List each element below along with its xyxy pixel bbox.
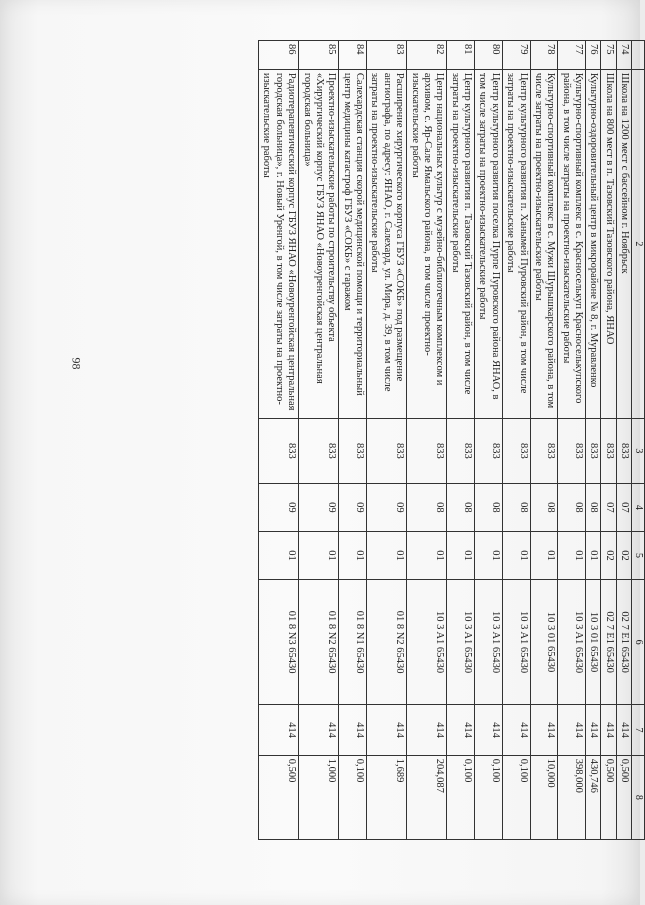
object-name-cell: Центр национальных культур с музейно-библиотечным комплексом и архивом, с. Яр-Сале Ямальского района, в том числе проектно-изыскательские работы [407, 69, 447, 418]
value-cell: 02 7 E1 65430 [601, 580, 616, 705]
value-cell: 414 [407, 705, 447, 756]
page-number: 98 [69, 357, 84, 370]
row-number-cell: 74 [616, 41, 631, 70]
table-row [502, 41, 530, 840]
table-row [367, 41, 407, 840]
value-cell: 01 [259, 531, 299, 579]
value-cell: 833 [530, 418, 558, 483]
value-cell: 01 [447, 531, 475, 579]
object-name-cell: Центр культурного развития п. Тазовский Тазовский район, в том числе затраты на проектно-изыскательские работы [447, 69, 475, 418]
value-cell: 833 [447, 418, 475, 483]
value-cell: 1,000 [299, 755, 339, 839]
row-number-cell: 83 [367, 41, 407, 70]
value-cell: 414 [299, 705, 339, 756]
table-row [616, 41, 631, 840]
value-cell: 833 [586, 418, 601, 483]
row-number-cell: 75 [601, 41, 616, 70]
value-cell: 01 8 N1 65430 [339, 580, 367, 705]
header-cell [632, 41, 645, 70]
table-row [601, 41, 616, 840]
table-row [447, 41, 475, 840]
value-cell: 08 [502, 483, 530, 531]
row-number-cell: 79 [502, 41, 530, 70]
object-name-cell: Культурно-спортивный комплекс в с. Красноселькуп Красноселькупского района, в том числе затраты на проектно-изыскательские работы [558, 69, 586, 418]
row-number-cell: 82 [407, 41, 447, 70]
table-row [299, 41, 339, 840]
value-cell: 01 [299, 531, 339, 579]
value-cell: 02 [601, 531, 616, 579]
value-cell: 08 [407, 483, 447, 531]
value-cell: 0,100 [502, 755, 530, 839]
value-cell: 09 [259, 483, 299, 531]
value-cell: 10 3 A1 65430 [558, 580, 586, 705]
value-cell: 10 3 01 65430 [530, 580, 558, 705]
object-name-cell: Радиотерапевтический корпус ГБУЗ ЯНАО «Новоуренгойская центральная городская больница», г. Новый Уренгой, в том числе затраты на проектно-изыскательские работы [259, 69, 299, 418]
object-name-cell: Центр культурного развития поселка Пурпе Пуровского района ЯНАО, в том числе затраты на проектно-изыскательские работы [475, 69, 503, 418]
value-cell: 08 [475, 483, 503, 531]
value-cell: 833 [299, 418, 339, 483]
value-cell: 08 [558, 483, 586, 531]
value-cell: 01 [558, 531, 586, 579]
row-number-cell: 80 [475, 41, 503, 70]
header-cell: 4 [632, 483, 645, 531]
table-row [475, 41, 503, 840]
value-cell: 398,000 [558, 755, 586, 839]
value-cell: 414 [558, 705, 586, 756]
table-row [530, 41, 558, 840]
object-name-cell: Культурно-спортивный комплекс в с. Мужи Шурышкарского района, в том числе затраты на проектно-изыскательские работы [530, 69, 558, 418]
row-number-cell: 85 [299, 41, 339, 70]
value-cell: 08 [586, 483, 601, 531]
value-cell: 0,500 [616, 755, 631, 839]
value-cell: 10 3 A1 65430 [502, 580, 530, 705]
object-name-cell: Центр культурного развития п. Ханымей Пуровский район, в том числе затраты на проектно-изыскательские работы [502, 69, 530, 418]
object-name-cell: Культурно-оздоровительный центр в микрорайоне № 8, г. Муравленко [586, 69, 601, 418]
table-body [259, 41, 632, 840]
value-cell: 414 [447, 705, 475, 756]
header-cell: 7 [632, 705, 645, 756]
value-cell: 833 [475, 418, 503, 483]
object-name-cell: Школа на 800 мест в п. Тазовский Тазовского района, ЯНАО [601, 69, 616, 418]
value-cell: 01 [530, 531, 558, 579]
value-cell: 833 [601, 418, 616, 483]
value-cell: 833 [558, 418, 586, 483]
value-cell: 204,087 [407, 755, 447, 839]
value-cell: 0,500 [601, 755, 616, 839]
table-header-row [632, 41, 645, 840]
table-row [407, 41, 447, 840]
value-cell: 07 [616, 483, 631, 531]
value-cell: 1,689 [367, 755, 407, 839]
value-cell: 0,100 [447, 755, 475, 839]
value-cell: 01 8 N2 65430 [367, 580, 407, 705]
value-cell: 07 [601, 483, 616, 531]
header-cell: 2 [632, 69, 645, 418]
value-cell: 01 8 N3 65430 [259, 580, 299, 705]
row-number-cell: 76 [586, 41, 601, 70]
value-cell: 414 [586, 705, 601, 756]
value-cell: 0,100 [475, 755, 503, 839]
value-cell: 09 [299, 483, 339, 531]
table-row [339, 41, 367, 840]
value-cell: 01 [407, 531, 447, 579]
value-cell: 414 [601, 705, 616, 756]
row-number-cell: 84 [339, 41, 367, 70]
value-cell: 10 3 A1 65430 [447, 580, 475, 705]
header-cell: 8 [632, 755, 645, 839]
header-cell: 3 [632, 418, 645, 483]
value-cell: 0,100 [339, 755, 367, 839]
value-cell: 10,000 [530, 755, 558, 839]
object-name-cell: Школа на 1200 мест с бассейном г. Ноябрьск [616, 69, 631, 418]
value-cell: 01 8 N2 65430 [299, 580, 339, 705]
value-cell: 08 [530, 483, 558, 531]
value-cell: 414 [339, 705, 367, 756]
row-number-cell: 86 [259, 41, 299, 70]
value-cell: 08 [447, 483, 475, 531]
value-cell: 0,500 [259, 755, 299, 839]
value-cell: 10 3 A1 65430 [475, 580, 503, 705]
value-cell: 01 [475, 531, 503, 579]
value-cell: 414 [259, 705, 299, 756]
value-cell: 09 [367, 483, 407, 531]
value-cell: 833 [259, 418, 299, 483]
object-name-cell: Салехардская станция скорой медицинской помощи и территориальный центр медицины катастроф ГБУЗ «СОКБ» с гаражом [339, 69, 367, 418]
value-cell: 01 [367, 531, 407, 579]
value-cell: 414 [616, 705, 631, 756]
row-number-cell: 81 [447, 41, 475, 70]
value-cell: 414 [367, 705, 407, 756]
value-cell: 10 3 01 65430 [586, 580, 601, 705]
value-cell: 10 3 A1 65430 [407, 580, 447, 705]
value-cell: 414 [475, 705, 503, 756]
value-cell: 01 [502, 531, 530, 579]
table-row [586, 41, 601, 840]
row-number-cell: 78 [530, 41, 558, 70]
value-cell: 833 [616, 418, 631, 483]
table-row [558, 41, 586, 840]
header-cell: 5 [632, 531, 645, 579]
value-cell: 01 [586, 531, 601, 579]
value-cell: 09 [339, 483, 367, 531]
value-cell: 833 [502, 418, 530, 483]
value-cell: 430,746 [586, 755, 601, 839]
value-cell: 414 [502, 705, 530, 756]
budget-table [258, 40, 645, 840]
rotated-table-container [104, 40, 645, 840]
value-cell: 01 [339, 531, 367, 579]
value-cell: 833 [407, 418, 447, 483]
header-cell: 6 [632, 580, 645, 705]
value-cell: 02 7 E1 65430 [616, 580, 631, 705]
object-name-cell: Проектно-изыскательские работы по строительству объекта «Хирургический корпус ГБУЗ ЯНАО «Новоуренгойская центральная городская больница» [299, 69, 339, 418]
table-row [259, 41, 299, 840]
value-cell: 414 [530, 705, 558, 756]
row-number-cell: 77 [558, 41, 586, 70]
value-cell: 833 [367, 418, 407, 483]
value-cell: 02 [616, 531, 631, 579]
object-name-cell: Расширение хирургического корпуса ГБУЗ «СОКБ» под размещение ангиографа, по адресу: ЯНАО, г. Салехард, ул. Мира, д. 39, в том числе затраты на проектно-изыскательские работы [367, 69, 407, 418]
value-cell: 833 [339, 418, 367, 483]
